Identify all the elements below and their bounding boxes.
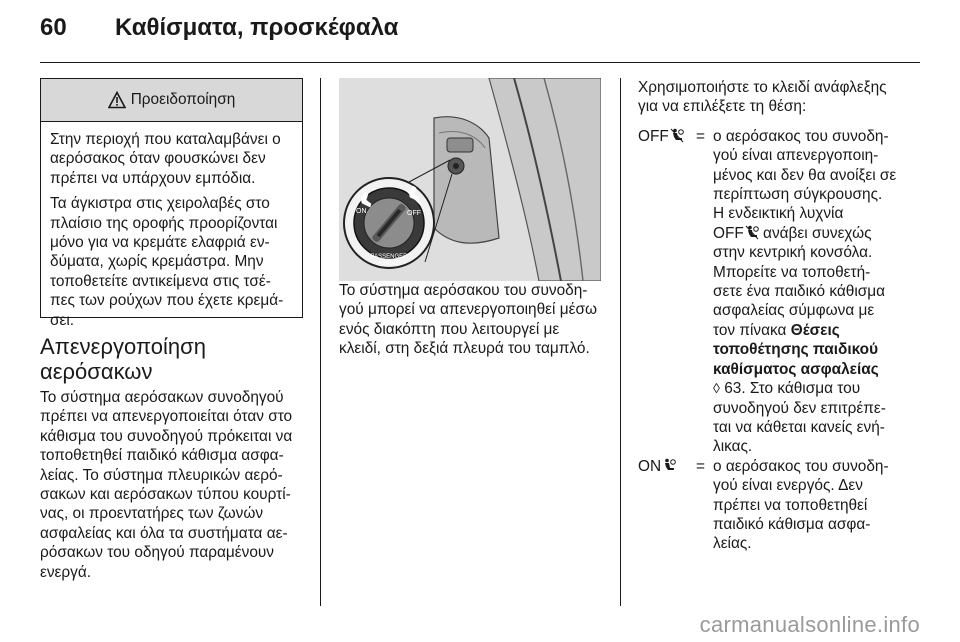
warning-box [40,78,303,329]
dashboard-drawing [339,78,601,281]
on-equals: = [696,457,705,475]
header-rule [40,62,920,63]
warning-header [41,79,302,122]
warning-body [41,122,302,330]
switch-label-airbag: AIRBAG [377,261,401,267]
on-description: ο αερόσακος του συνοδη- γού είναι ενεργός. Δεν πρέπει να τοποθετηθεί παιδικό κάθισμα ασφα- λείας. [713,457,889,553]
middle-column [339,78,602,359]
page-header [40,14,920,54]
off-position-row [638,127,906,457]
off-equals: = [696,127,705,145]
watermark-text: carmanualsonline.info [699,612,920,637]
right-column [638,78,906,554]
switch-off-label: OFF [407,210,421,217]
section-heading: Απενεργοποίηση αερόσακων [40,334,206,384]
column-divider-left [320,78,321,606]
airbag-off-icon [670,128,684,143]
switch-on-label: ON [356,208,367,215]
page-number: 60 [40,14,67,41]
figure-caption: Το σύστημα αερόσακου του συνοδη- γού μπορεί να απενεργοποιηθεί μέσω ενός διακόπτη που λειτουργεί με κλειδί, στη δεξιά πλευρά του ταμπλό. [339,282,597,358]
page-reference-icon: ◊ [713,380,720,397]
table-link-3[interactable]: καθίσματος ασφαλείας [713,360,879,378]
table-link-1[interactable]: Θέσεις [790,321,840,339]
on-position-row [638,457,906,554]
left-column [40,78,303,582]
airbag-switch-illustration [339,78,601,281]
warning-triangle-icon [108,91,126,109]
section-body: Το σύστημα αερόσακων συνοδηγού πρέπει να απενεργοποιείται όταν στο κάθισμα του συνοδηγού πρόκειται να τοποθετηθεί παιδικό κάθισμα ασφα- λείας. Το σύστημα πλευρικών αερό- σακων και αερόσακων τύπου κουρτί- νας, οι προεντατήρες των ζωνών ασφαλείας και όλα τα συστήματα αε- ρόσακων του οδηγού παραμένουν ενεργά. [40,389,293,581]
warning-title: Προειδοποίηση [130,91,236,109]
column-divider-right [620,78,621,606]
airbag-off-lamp-icon [745,225,759,240]
intro-text: Χρησιμοποιήστε το κλειδί ανάφλεξης για να επιλέξετε τη θέση: [638,79,887,116]
airbag-on-icon [662,458,676,473]
page-title: Καθίσματα, προσκέφαλα [115,14,399,41]
table-link-2[interactable]: τοποθέτησης παιδικού [713,341,879,359]
switch-label-passenger: PASSENGER [370,254,408,260]
on-term: ON [638,457,696,554]
off-description: ο αερόσακος του συνοδη- γού είναι απενεργοποιη- μένος και δεν θα ανοίξει σε περίπτωση σύγκρουσης. Η ενδεικτική λυχνία OFF ανάβει συνεχώς στην κεντρική κονσόλα. Μπορείτε να τοποθετή- σετε ένα παιδικό κάθισμα ασφαλείας σύμφωνα με τον πίνακα Θέσεις τοποθέτησης παιδικού καθίσματος ασφαλείας ◊ 63. Στο κάθισμα του συνοδηγού δεν επιτρέπε- ται να κάθεται κανείς ενή- λικας. [713,127,897,456]
warning-paragraph-1: Στην περιοχή που καταλαμβάνει ο αερόσακος όταν φουσκώνει δεν πρέπει να υπάρχουν εμπόδια. [50,131,281,187]
warning-paragraph-2: Τα άγκιστρα στις χειρολαβές στο πλαίσιο της οροφής προορίζονται μόνο για να κρεμάτε ελαφριά εν- δύματα, χωρίς κρεμάστρα. Μην τοποθετείτε αντικείμενα στις τσέ- πες των ρούχων που έχετε κρεμά- σει. [50,195,284,329]
off-term: OFF [638,127,696,457]
